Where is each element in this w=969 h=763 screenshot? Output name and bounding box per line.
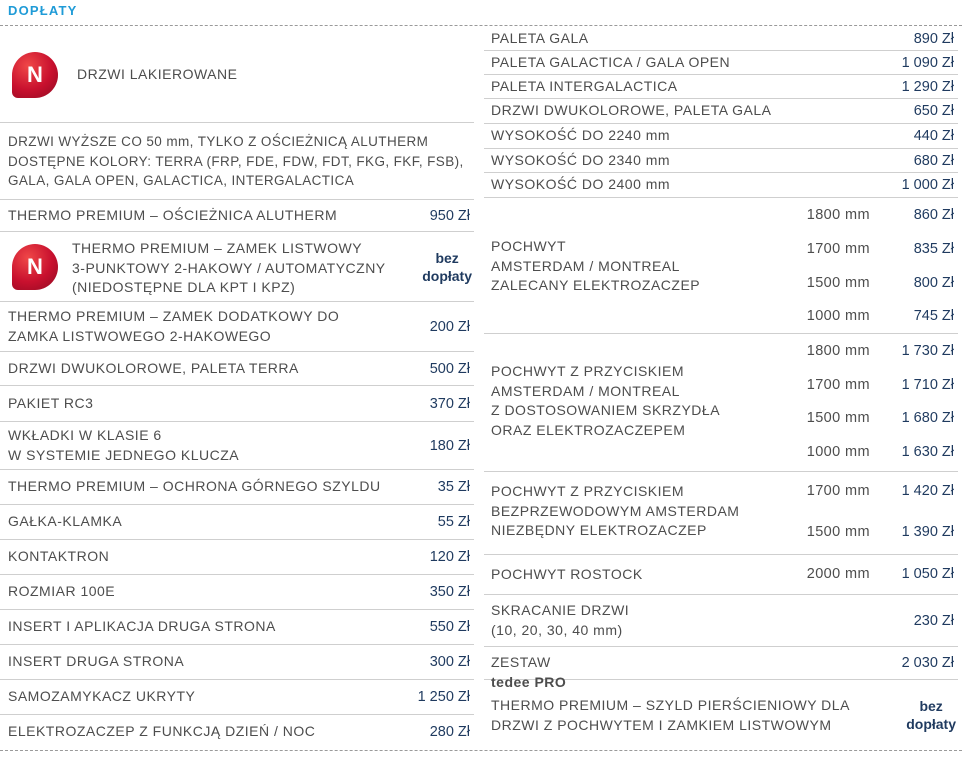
left-column (0, 0, 474, 763)
row-price: 1 290 Zł (901, 78, 954, 95)
option-dim: 1000 mm (806, 444, 870, 460)
option-price: 800 Zł (913, 275, 954, 291)
left-row-10 (0, 610, 474, 645)
row-label: THERMO PREMIUM – OCHRONA GÓRNEGO SZYLDU (8, 478, 381, 495)
row-price: 350 Zł (429, 584, 470, 600)
left-row-4 (0, 386, 474, 422)
row-price: 1 000 Zł (901, 177, 954, 193)
row-label: DRZWI DWUKOLOROWE, PALETA TERRA (8, 359, 299, 376)
row-price: 120 Zł (429, 549, 470, 565)
left-row-6 (0, 470, 474, 505)
row-price: bez dopłaty (422, 250, 472, 284)
left-row-13 (0, 715, 474, 749)
lakierowane-label: DRZWI LAKIEROWANE (77, 66, 238, 82)
left-row-8 (0, 540, 474, 575)
row-label: PALETA INTERGALACTICA (491, 77, 678, 94)
lakierowane-row (0, 28, 474, 122)
group-label: POCHWYT Z PRZYCISKIEM AMSTERDAM / MONTREAL Z DOSTOSOWANIEM SKRZYDŁA ORAZ ELEKTROZACZEPEM (491, 363, 721, 438)
zestaw-row (484, 647, 958, 690)
right-simple-3 (484, 99, 958, 124)
row-label: WYSOKOŚĆ DO 2340 mm (491, 151, 671, 168)
option-dim: 1700 mm (806, 377, 870, 393)
left-row-12 (0, 680, 474, 715)
pochwyt-przycisk-group (484, 334, 958, 472)
right-simple-4 (484, 124, 958, 149)
pochwyt-group (484, 198, 958, 334)
row-label: THERMO PREMIUM – ZAMEK LISTWOWY 3-PUNKTOWY 2-HAKOWY / AUTOMATYCZNY (NIEDOSTĘPNE DLA KPT I KPZ) (72, 240, 386, 295)
row-label: WYSOKOŚĆ DO 2400 mm (491, 176, 671, 193)
row-price: 680 Zł (913, 152, 954, 169)
left-row-1 (0, 232, 474, 302)
row-price: 180 Zł (429, 437, 470, 454)
tedee-brand: tedee PRO (491, 673, 567, 690)
row-label: SAMOZAMYKACZ UKRYTY (8, 688, 196, 705)
row-price: 2 030 Zł (901, 655, 954, 671)
option-dim: 1500 mm (806, 410, 870, 426)
row-price: 1 090 Zł (901, 54, 954, 71)
left-row-7 (0, 505, 474, 540)
option-price: 1 710 Zł (901, 377, 954, 393)
option-price: 745 Zł (913, 308, 954, 324)
left-row-3 (0, 352, 474, 386)
row-price: 650 Zł (913, 103, 954, 119)
row-price: 550 Zł (429, 619, 470, 635)
option-price: 1 420 Zł (901, 483, 954, 499)
option-price: 1 630 Zł (901, 444, 954, 460)
row-label: GAŁKA-KLAMKA (8, 513, 123, 530)
row-label: INSERT I APLIKACJA DRUGA STRONA (8, 618, 276, 635)
option-dim: 1000 mm (806, 308, 870, 324)
row-label: WKŁADKI W KLASIE 6 W SYSTEMIE JEDNEGO KLUCZA (8, 427, 240, 463)
row-price: 1 250 Zł (417, 689, 470, 705)
row-price: 35 Zł (437, 479, 470, 495)
row-label: SKRACANIE DRZWI (10, 20, 30, 40 mm) (491, 602, 630, 638)
row-price: bez dopłaty (906, 698, 956, 732)
row-label: INSERT DRUGA STRONA (8, 653, 185, 670)
row-label: KONTAKTRON (8, 548, 110, 565)
row-label: THERMO PREMIUM – OŚCIEŻNICA ALUTHERM (8, 206, 338, 223)
row-label: WYSOKOŚĆ DO 2240 mm (491, 127, 671, 144)
group-label: POCHWYT AMSTERDAM / MONTREAL ZALECANY ELEKTROZACZEP (491, 238, 701, 293)
row-price: 440 Zł (913, 128, 954, 144)
row-price: 55 Zł (437, 514, 470, 530)
option-price: 860 Zł (913, 207, 954, 223)
option-price: 1 050 Zł (901, 566, 954, 582)
row-label: PALETA GALACTICA / GALA OPEN (491, 53, 731, 70)
option-dim: 1800 mm (806, 343, 870, 359)
option-price: 1 680 Zł (901, 410, 954, 426)
row-label: PAKIET RC3 (8, 394, 94, 411)
row-price: 890 Zł (913, 30, 954, 47)
left-row-9 (0, 575, 474, 610)
pochwyt-bezprzewodowy-group (484, 472, 958, 555)
row-label: THERMO PREMIUM – ZAMEK DODATKOWY DO ZAMKA LISTWOWEGO 2-HAKOWEGO (8, 308, 340, 344)
rostock-row (484, 555, 958, 595)
row-price: 200 Zł (429, 318, 470, 335)
left-row-2 (0, 302, 474, 352)
left-row-5 (0, 422, 474, 470)
option-price: 835 Zł (913, 241, 954, 257)
group-label: POCHWYT Z PRZYCISKIEM BEZPRZEWODOWYM AMSTERDAM NIEZBĘDNY ELEKTROZACZEP (491, 483, 740, 538)
row-label: ROZMIAR 100E (8, 583, 116, 600)
option-dim: 1800 mm (806, 207, 870, 223)
n-badge-icon: N (12, 52, 58, 98)
option-price: 1 390 Zł (901, 524, 954, 540)
option-price: 1 730 Zł (901, 343, 954, 359)
row-price: 370 Zł (429, 395, 470, 412)
page-title: DOPŁATY (8, 3, 78, 18)
n-badge-icon: N (12, 244, 58, 290)
right-simple-0 (484, 27, 958, 51)
row-label: PALETA GALA (491, 29, 589, 46)
right-column (484, 0, 958, 763)
row-price: 500 Zł (429, 360, 470, 377)
row-label: THERMO PREMIUM – SZYLD PIERŚCIENIOWY DLA DRZWI Z POCHWYTEM I ZAMKIEM LISTWOWYM (491, 697, 850, 733)
right-simple-5 (484, 149, 958, 173)
option-dim: 1700 mm (806, 241, 870, 257)
szyld-row (484, 680, 958, 749)
row-label: DRZWI DWUKOLOROWE, PALETA GALA (491, 102, 772, 119)
zestaw-label: ZESTAW (491, 654, 551, 671)
row-price: 230 Zł (913, 612, 954, 629)
option-dim: 1500 mm (806, 275, 870, 291)
right-simple-6 (484, 173, 958, 198)
row-price: 280 Zł (429, 724, 470, 740)
option-dim: 1700 mm (806, 483, 870, 499)
right-simple-2 (484, 75, 958, 99)
row-price: 300 Zł (429, 654, 470, 670)
info-text: DRZWI WYŻSZE CO 50 mm, TYLKO Z OŚCIEŻNICĄ ALUTHERM DOSTĘPNE KOLORY: TERRA (FRP, FDE, FDW, FDT, FKG, FKF, FSB), GALA, GALA OPEN, GALACTICA, INTERGALACTICA (8, 134, 464, 188)
left-row-11 (0, 645, 474, 680)
row-label: ELEKTROZACZEP Z FUNKCJĄ DZIEŃ / NOC (8, 723, 316, 740)
row-price: 950 Zł (429, 207, 470, 224)
row-label: POCHWYT ROSTOCK (491, 565, 643, 582)
option-dim: 2000 mm (806, 566, 870, 582)
info-row (0, 122, 474, 200)
right-simple-1 (484, 51, 958, 75)
left-row-0 (0, 200, 474, 232)
option-dim: 1500 mm (806, 524, 870, 540)
